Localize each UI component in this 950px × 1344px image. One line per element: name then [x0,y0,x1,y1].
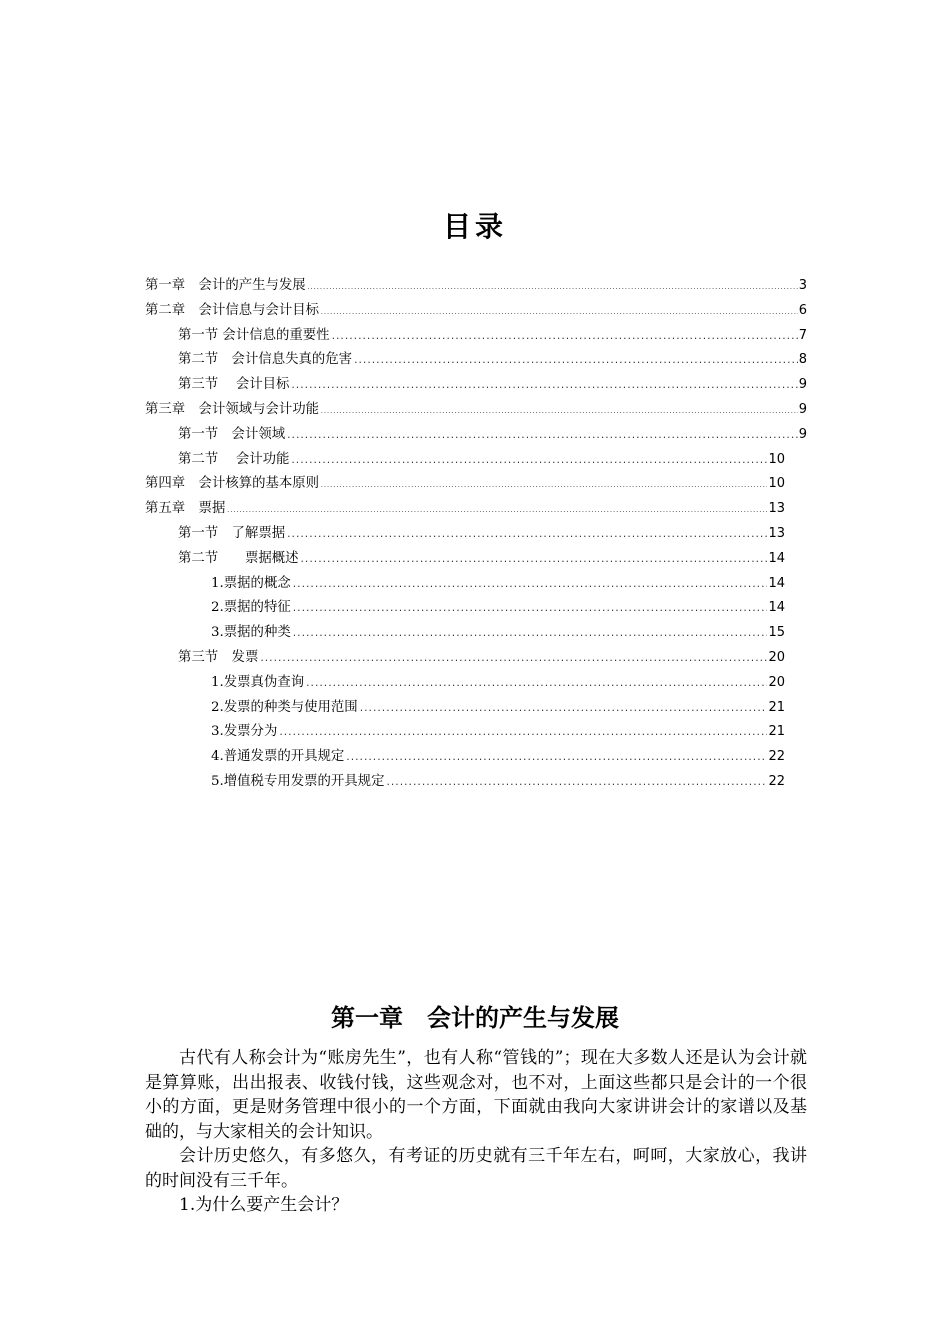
toc-entry-title: 第二节 会计信息失真的危害 [178,352,353,368]
toc-entry-page: 8 [798,352,807,368]
toc-entry-page: 13 [768,525,785,541]
toc-entry[interactable] [145,524,807,549]
toc-entry[interactable] [145,425,807,450]
toc-entry-title: 第一节 会计领域 [178,426,286,442]
toc-entry-page: 10 [768,451,785,467]
toc-entry-page: 9 [798,377,807,393]
body-paragraph: 会计历史悠久，有多悠久，有考证的历史就有三千年左右，呵呵，大家放心，我讲的时间没有三千年。 [145,1146,807,1191]
toc-entry-title: 第三节 会计目标 [178,377,290,393]
toc-entry[interactable] [145,450,807,475]
toc-entry-page: 14 [768,575,785,591]
table-of-contents [145,276,807,797]
toc-entry-title: 第三节 发票 [178,649,259,665]
toc-leader-dots [300,550,768,570]
toc-entry-title: 4.普通发票的开具规定 [211,749,345,765]
toc-leader-dots [290,376,797,396]
toc-entry[interactable] [145,400,807,425]
toc-entry-title: 1.票据的概念 [211,575,291,591]
toc-entry[interactable] [145,350,807,375]
toc-leader-dots [359,699,768,719]
toc-entry[interactable] [145,648,807,673]
body-paragraph: 古代有人称会计为“账房先生”，也有人称“管钱的”；现在大多数人还是认为会计就是算算账，出出报表、收钱付钱，这些观念对，也不对，上面这些都只是会计的一个很小的方面，更是财务管理中很小的一个方面，下面就由我向大家讲讲会计的家谱以及基础的，与大家相关的会计知识。 [145,1048,807,1142]
toc-leader-dots [259,649,767,669]
toc-entry[interactable] [145,474,807,499]
toc-leader-dots [290,451,767,471]
toc-entry-page: 10 [768,476,785,492]
toc-entry[interactable] [145,499,807,524]
toc-entry-page: 3 [798,278,807,293]
toc-entry-title: 第四章 会计核算的基本原则 [145,476,320,492]
toc-entry-page: 21 [768,724,785,740]
toc-leader-dots [292,599,768,619]
toc-leader-dots [345,748,767,768]
chapter-body [145,1046,807,1218]
toc-leader-dots [286,426,798,446]
toc-entry-title: 3.发票分为 [211,724,278,740]
toc-entry[interactable] [145,698,807,723]
toc-entry-page: 22 [768,749,785,765]
toc-entry-title: 第一章 会计的产生与发展 [145,278,306,293]
toc-entry-title: 5.增值税专用发票的开具规定 [211,773,385,789]
toc-entry[interactable] [145,301,807,326]
chapter-title: 第一章 会计的产生与发展 [331,1003,619,1032]
toc-leader-dots [278,723,767,743]
toc-entry[interactable] [145,375,807,400]
toc-leader-dots [305,674,767,694]
toc-entry-title: 第二节 会计功能 [178,451,290,467]
toc-leader-dots [320,476,767,496]
toc-entry[interactable] [145,574,807,599]
toc-entry-page: 22 [768,773,785,789]
toc-entry-title: 3.票据的种类 [211,625,291,641]
toc-entry-page: 6 [798,302,807,318]
toc-leader-dots [320,303,798,323]
toc-entry-page: 20 [768,674,785,690]
toc-entry-title: 2.发票的种类与使用范围 [211,699,358,715]
toc-leader-dots [226,501,767,521]
toc-entry-title: 2.票据的特征 [211,600,291,616]
toc-entry[interactable] [145,772,807,797]
toc-entry-title: 第三章 会计领域与会计功能 [145,401,320,417]
toc-entry-page: 20 [768,649,785,665]
body-question: 1.为什么要产生会计？ [179,1195,349,1215]
toc-entry-title: 第一节 了解票据 [178,525,286,541]
toc-entry-title: 1.发票真伪查询 [211,674,305,690]
toc-entry[interactable] [145,673,807,698]
toc-title: 目录 [442,210,507,243]
toc-entry-page: 15 [768,625,785,641]
toc-entry-page: 14 [768,550,785,566]
toc-entry[interactable] [145,598,807,623]
toc-leader-dots [331,327,798,347]
toc-entry[interactable] [145,549,807,574]
toc-entry-page: 13 [768,501,785,517]
toc-entry-title: 第二节 票据概述 [178,550,299,566]
toc-entry-page: 9 [798,426,807,442]
toc-entry[interactable] [145,276,807,301]
toc-leader-dots [320,402,798,422]
toc-entry-title: 第五章 票据 [145,501,226,517]
toc-leader-dots [307,278,798,298]
toc-entry-title: 第二章 会计信息与会计目标 [145,302,320,318]
toc-entry-page: 14 [768,600,785,616]
toc-leader-dots [292,575,768,595]
toc-leader-dots [385,773,767,793]
toc-entry-page: 7 [798,327,807,343]
toc-entry[interactable] [145,722,807,747]
toc-entry[interactable] [145,326,807,351]
toc-entry-title: 第一节 会计信息的重要性 [178,327,330,343]
toc-entry-page: 9 [798,401,807,417]
toc-leader-dots [353,351,798,371]
toc-entry[interactable] [145,747,807,772]
toc-entry-page: 21 [768,699,785,715]
toc-entry[interactable] [145,623,807,648]
toc-leader-dots [286,525,767,545]
toc-leader-dots [292,624,768,644]
